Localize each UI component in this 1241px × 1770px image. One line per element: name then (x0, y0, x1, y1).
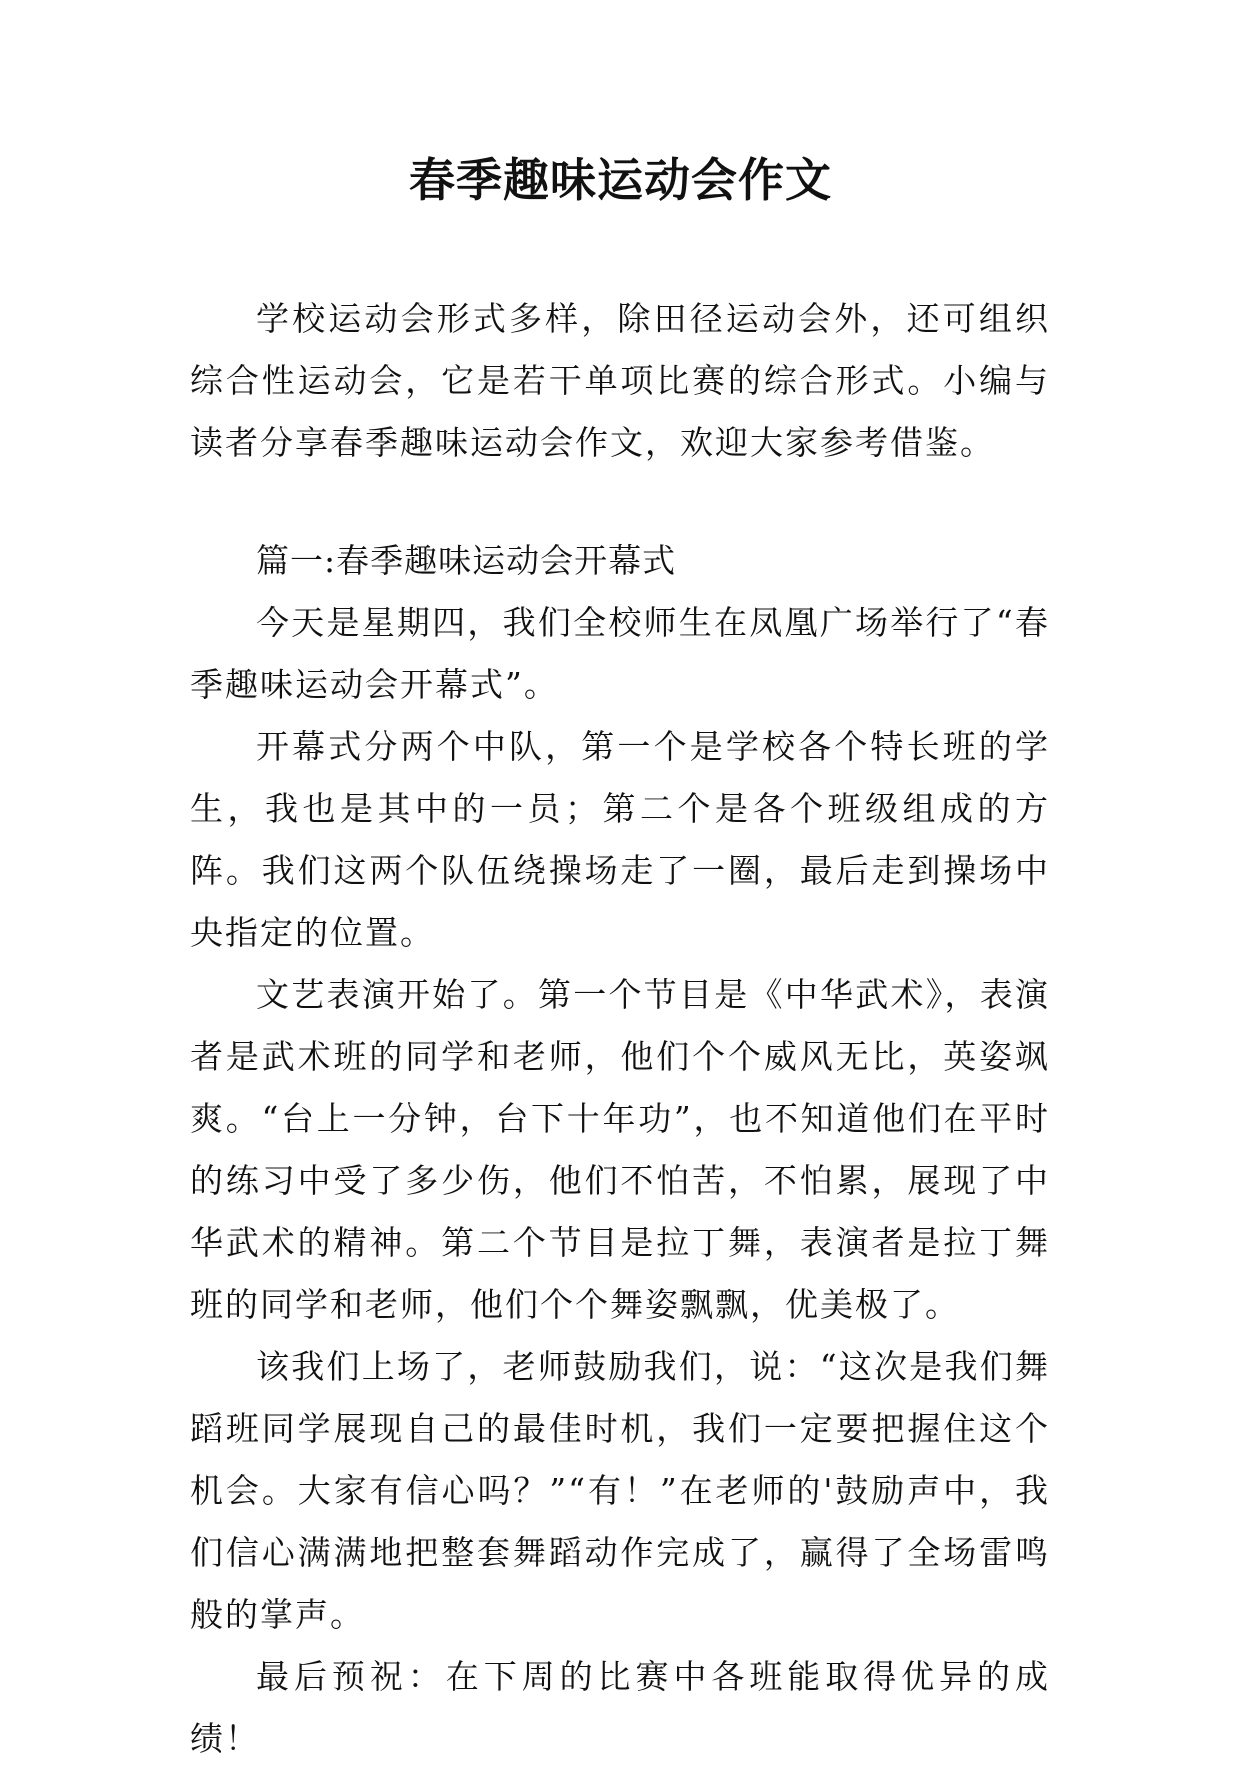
body-paragraph: 最后预祝：在下周的比赛中各班能取得优异的成绩！ (190, 1657, 1050, 1758)
document-title: 春季趣味运动会作文 (409, 153, 832, 207)
body-paragraph: 该我们上场了，老师鼓励我们，说：“这次是我们舞蹈班同学展现自己的最佳时机，我们一定要把握住这个机会。大家有信心吗？”“有！”在老师的'鼓励声中，我们信心满满地把整套舞蹈动作完成了，赢得了全场雷鸣般的掌声。 (190, 1347, 1050, 1634)
document-body (190, 288, 1050, 1770)
body-paragraph: 今天是星期四，我们全校师生在凤凰广场举行了“春季趣味运动会开幕式”。 (190, 603, 1050, 704)
body-paragraph: 文艺表演开始了。第一个节目是《中华武术》，表演者是武术班的同学和老师，他们个个威风无比，英姿飒爽。“台上一分钟，台下十年功”，也不知道他们在平时的练习中受了多少伤，他们不怕苦，不怕累，展现了中华武术的精神。第二个节目是拉丁舞，表演者是拉丁舞班的同学和老师，他们个个舞姿飘飘，优美极了。 (190, 975, 1050, 1324)
body-paragraph: 开幕式分两个中队，第一个是学校各个特长班的学生，我也是其中的一员；第二个是各个班级组成的方阵。我们这两个队伍绕操场走了一圈，最后走到操场中央指定的位置。 (190, 727, 1050, 952)
intro-paragraph: 学校运动会形式多样，除田径运动会外，还可组织综合性运动会，它是若干单项比赛的综合形式。小编与读者分享春季趣味运动会作文，欢迎大家参考借鉴。 (190, 299, 1050, 462)
section-heading: 篇一:春季趣味运动会开幕式 (256, 541, 677, 580)
